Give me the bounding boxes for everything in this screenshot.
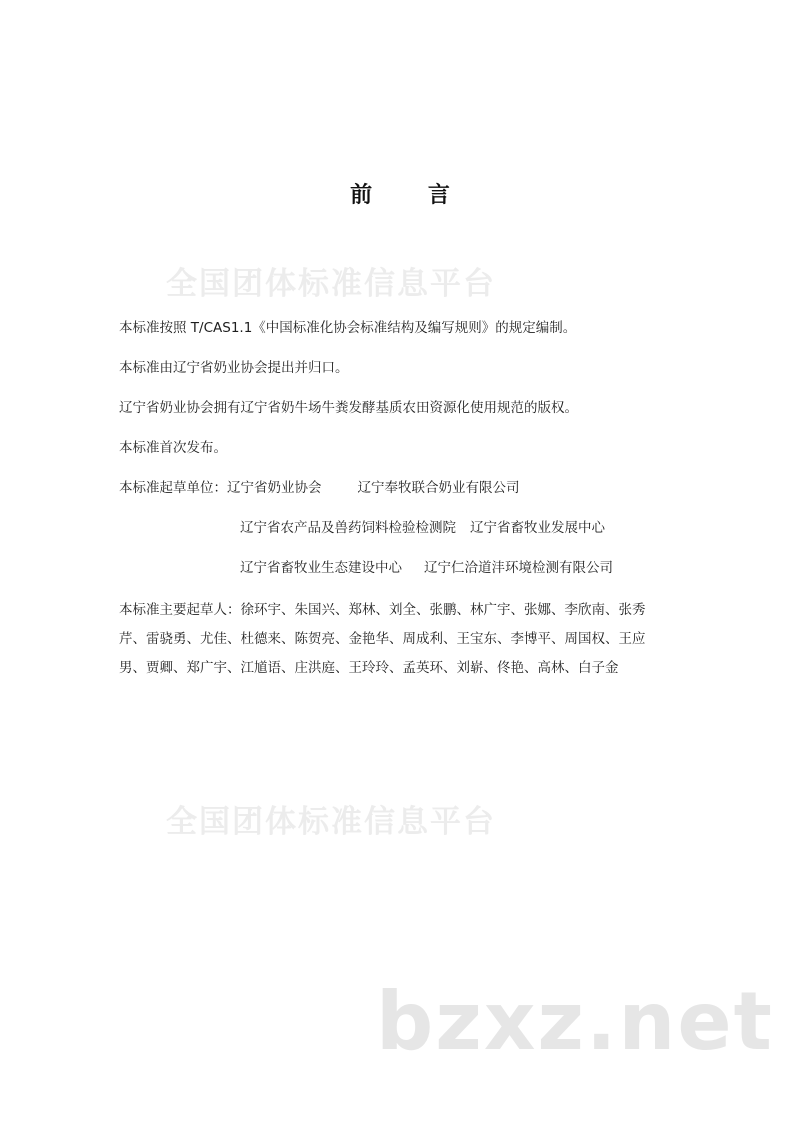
drafting-unit: 辽宁仁洽道沣环境检测有限公司 bbox=[424, 560, 613, 576]
drafting-units-row-3 bbox=[240, 556, 613, 576]
drafting-units-label: 本标准起草单位： bbox=[119, 480, 227, 496]
drafting-unit: 辽宁奉牧联合奶业有限公司 bbox=[357, 480, 520, 496]
platform-watermark-bottom: 全国团体标准信息平台 bbox=[166, 804, 496, 840]
proposer-paragraph: 本标准由辽宁省奶业协会提出并归口。 bbox=[119, 360, 349, 376]
drafting-unit: 辽宁省奶业协会 bbox=[227, 480, 322, 496]
drafting-basis-paragraph: 本标准按照 T/CAS1.1《中国标准化协会标准结构及编写规则》的规定编制。 bbox=[119, 320, 577, 336]
copyright-paragraph: 辽宁省奶业协会拥有辽宁省奶牛场牛粪发酵基质农田资源化使用规范的版权。 bbox=[119, 400, 578, 416]
page-title: 前 言 bbox=[350, 183, 474, 208]
drafting-units-row-1 bbox=[119, 476, 520, 496]
main-drafters-paragraph: 本标准主要起草人：徐环宇、朱国兴、郑林、刘全、张鹏、林广宇、张娜、李欣南、张秀芹、雷骁勇、尤佳、杜德来、陈贺亮、金艳华、周成利、王宝东、李博平、周国权、王应男、贾卿、郑广宇、江馗语、庄洪庭、王玲玲、孟英环、刘崭、佟艳、高林、白子金 bbox=[119, 602, 646, 676]
site-watermark: bzxz.net bbox=[376, 975, 774, 1068]
platform-watermark-top: 全国团体标准信息平台 bbox=[166, 266, 496, 302]
drafting-unit: 辽宁省畜牧业发展中心 bbox=[470, 520, 605, 536]
drafting-unit: 辽宁省农产品及兽药饲料检验检测院 bbox=[240, 520, 456, 536]
drafting-unit: 辽宁省畜牧业生态建设中心 bbox=[240, 560, 402, 576]
first-release-paragraph: 本标准首次发布。 bbox=[119, 440, 227, 456]
drafting-units-row-2 bbox=[240, 516, 605, 536]
